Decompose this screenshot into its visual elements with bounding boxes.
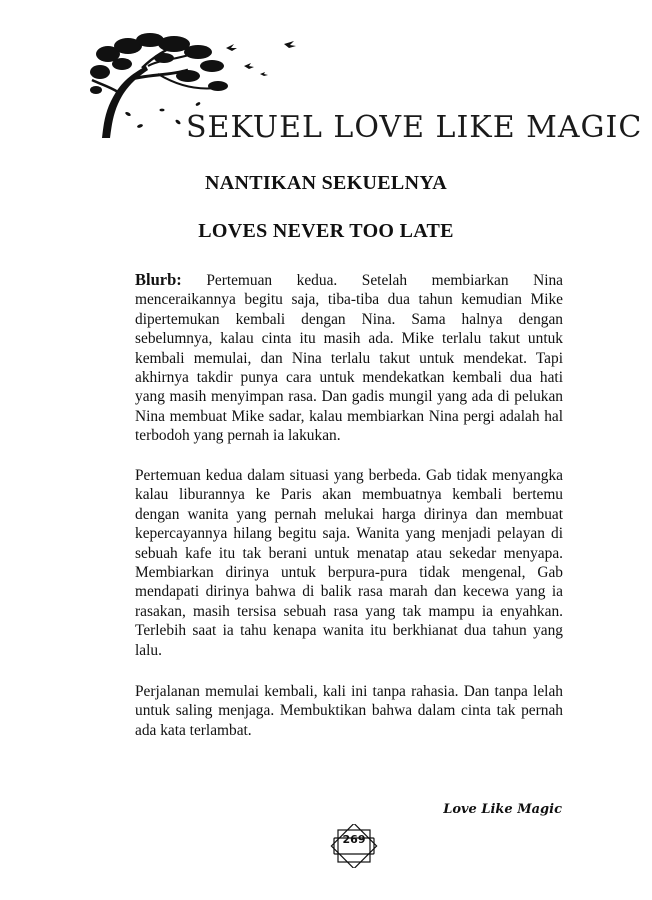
announcement-heading: NANTIKAN SEKUELNYA (205, 172, 447, 194)
page-number-ornament (326, 824, 382, 868)
page-number: 269 (342, 833, 366, 846)
book-title: LOVES NEVER TOO LATE (198, 220, 454, 242)
blurb-text-1: Pertemuan kedua. Setelah membiarkan Nina menceraikannya begitu saja, tiba-tiba dua tahun kemudian Mike dipertemukan kembali dengan Nina. Sama halnya dengan sebelumnya, kalau cinta itu masih ada. Mike terlalu takut untuk kembali memulai, dan Nina terlalu takut untuk mendekat. Tapi akhirnya takdir punya cara untuk mendekatkan kembali dua hati yang masih menyimpan rasa. Dan gadis mungil yang ada di pelukan Nina membuat Mike sadar, kalau membiarkan Nina pergi adalah hal terbodoh yang pernah ia lakukan. (135, 272, 563, 445)
footer-brand: Love Like Magic (443, 802, 562, 817)
blurb-paragraph-2: Pertemuan kedua dalam situasi yang berbeda. Gab tidak menyangka kalau liburannya ke Paris akan membuatnya kembali bertemu dengan wanita yang pernah melukai harga dirinya dan membuat kepercayannya hilang begitu saja. Wanita yang menjadi pelayan di sebuah kafe itu tak berani untuk menatap atau sekedar menyapa. Membiarkan dirinya untuk berpura-pura tidak mengenal, Gab mendapati dirinya bahwa di balik rasa marah dan kecewa yang ia rasakan, masih tersisa sebuah rasa yang tak mampu ia enyahkan. Terlebih saat ia tahu kenapa wanita itu berkhianat dua tahun yang lalu. (135, 467, 563, 659)
bird-icon (226, 44, 237, 51)
bird-icon (284, 41, 296, 48)
blurb-paragraph-1 (135, 270, 563, 446)
bird-icon (260, 72, 268, 76)
blurb-paragraph-3: Perjalanan memulai kembali, kali ini tanpa rahasia. Dan tanpa lelah untuk saling menjaga. Membuktikan bahwa dalam cinta tak pernah ada kata terlambat. (135, 683, 563, 739)
blurb-label: Blurb: (135, 270, 182, 289)
bird-icon (244, 63, 254, 69)
series-title: SEKUEL LOVE LIKE MAGIC (186, 110, 643, 145)
